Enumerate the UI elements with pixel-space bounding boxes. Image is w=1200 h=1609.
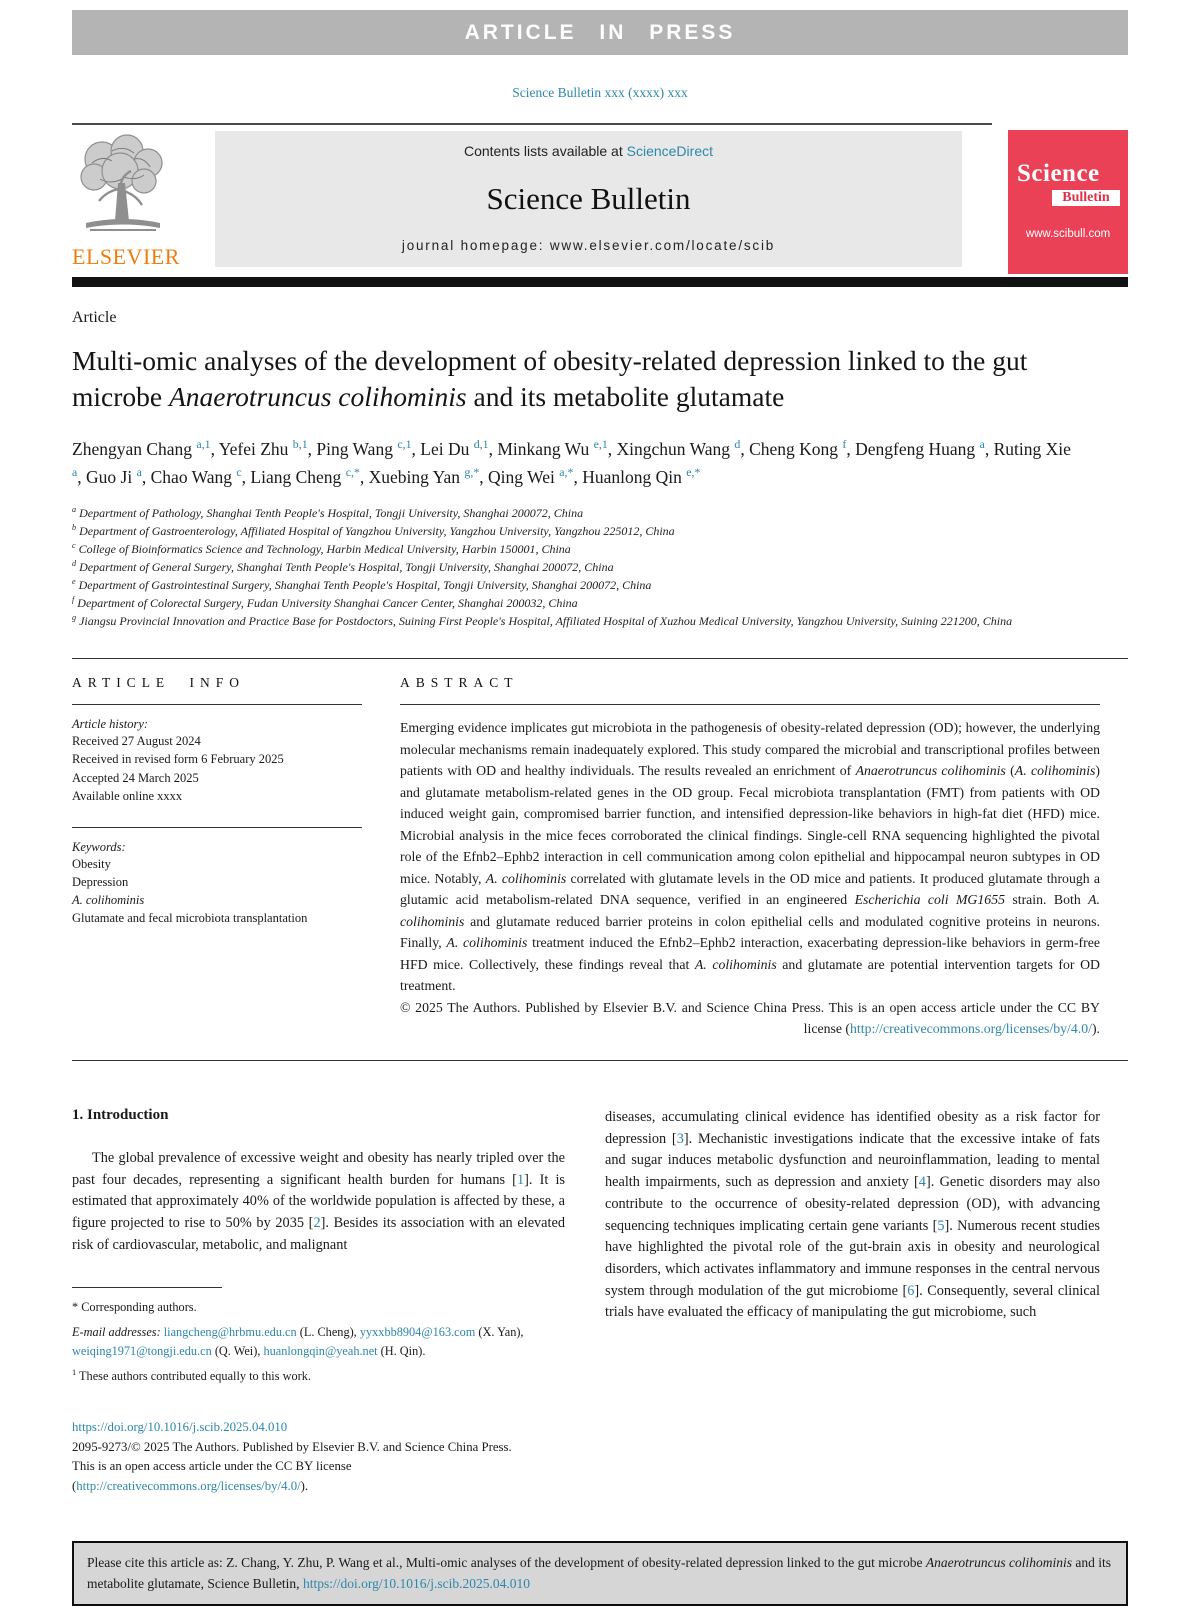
text-link[interactable]: d (734, 436, 741, 451)
affiliation-b: $^b$ Department of Gastroenterology, Affiliated Hospital of Yangzhou University, Yangzhou University, Yangzhou 225012, China (72, 523, 675, 539)
journal-masthead (72, 123, 1128, 275)
doi-link[interactable]: https://doi.org/10.1016/j.scib.2025.04.010 (72, 1419, 288, 1434)
journal-title: Science Bulletin (486, 180, 691, 216)
article-info-column (72, 659, 400, 1040)
text-link[interactable]: liangcheng@hrbmu.edu.cn (163, 1324, 297, 1339)
journal-homepage-link[interactable]: journal homepage: www.elsevier.com/locate/scib (401, 238, 776, 253)
footnote-rule (72, 1287, 222, 1288)
journal-header-box (215, 131, 962, 267)
text-link[interactable]: 4 (918, 1174, 926, 1191)
logo-science-text: Science (1017, 160, 1100, 187)
article-history-label: Article history: (72, 717, 149, 732)
affiliation-f: $^f$ Department of Colorectal Surgery, Fudan University Shanghai Cancer Center, Shanghai 200032, China (72, 595, 578, 611)
logo-url-text: www.scibull.com (1025, 228, 1111, 240)
text-link[interactable]: c,1 (397, 436, 412, 451)
contents-prefix: Contents lists available at (463, 143, 627, 159)
article-type-label: Article (72, 309, 117, 326)
keywords-label: Keywords: (72, 839, 126, 854)
abstract-heading: ABSTRACT (400, 675, 519, 691)
text-link[interactable]: 3 (676, 1130, 684, 1147)
contents-line (464, 143, 713, 159)
page (0, 10, 1200, 1609)
introduction-heading: 1. Introduction (72, 1106, 169, 1123)
author-list: Zhengyan Chang $^{a,1}$, Yefei Zhu $^{b,1}$, Ping Wang $^{c,1}$, Lei Du $^{d,1}$, Minkang Wu $^{e,1}$, Xingchun Wang $^d$, Cheng Kong $^f$, Dengfeng Huang $^a$, Ruting Xie $^a$, Guo Ji $^a$, Chao Wang $^c$, Liang Cheng $^{c,*}$, Xuebing Yan $^{g,*}$, Qing Wei $^{a,*}$, Huanlong Qin $^{e,*}$ (72, 436, 1071, 488)
rule (72, 1060, 1128, 1061)
text-link[interactable]: a (72, 465, 78, 480)
text-link[interactable]: 6 (907, 1282, 915, 1299)
issn-copyright-line: 2095-9273/© 2025 The Authors. Published by Elsevier B.V. and Science China Press. (72, 1439, 512, 1454)
text-link[interactable]: https://doi.org/10.1016/j.scib.2025.04.010 (302, 1576, 530, 1592)
license-line: This is an open access article under the CC BY license (http://creativecommons.org/licenses/by/4.0/). (72, 1459, 352, 1494)
masthead-top-rule (72, 123, 992, 125)
text-link[interactable]: http://creativecommons.org/licenses/by/4.0/ (850, 1021, 1092, 1037)
article-title: Multi-omic analyses of the development of obesity-related depression linked to the gut microbe Anaerotruncus colihominis and its metabolite glutamate (72, 345, 1028, 412)
equal-contribution-note: $^1$ These authors contributed equally to this work. (72, 1367, 311, 1383)
introduction-section (72, 1107, 1128, 1497)
abstract-text: Emerging evidence implicates gut microbiota in the pathogenesis of obesity-related depression (OD); however, the underlying molecular mechanisms remain inadequately explored. This study compared the microbial and transcriptional profiles between patients with OD and healthy individuals. The results revealed an enrichment of Anaerotruncus colihominis (A. colihominis) and glutamate metabolism-related genes in the OD group. Fecal microbiota transplantation (FMT) from patients with OD induced weight gain, compromised barrier function, and intensified depression-like behaviors in high-fat diet (HFD) mice. Microbial analysis in the mice feces corroborated the clinical findings. Single-cell RNA sequencing highlighted the pivotal role of the Efnb2–Ephb2 interaction in cell communication among colon epithelial and hippocampal neuron subtypes in OD mice. Notably, A. colihominis correlated with glutamate levels in the OD mice and patients. It produced glutamate through a glutamic acid metabolism-related DNA sequence, verified in an engineered Escherichia coli MG1655 strain. Both A. colihominis and glutamate reduced barrier proteins in colon epithelial cells and modulated cognitive proteins in neurons. Finally, A. colihominis treatment induced the Efnb2–Ephb2 interaction, exacerbating depression-like behaviors in germ-free HFD mice. Collectively, these findings reveal that A. colihominis and glutamate are potential intervention targets for OD treatment. (400, 720, 1101, 994)
affiliation-d: $^d$ Department of General Surgery, Shanghai Tenth People's Hospital, Tongji University, Shanghai 200072, China (72, 559, 614, 575)
journal-citation-link[interactable]: Science Bulletin xxx (xxxx) xxx (512, 85, 688, 100)
keyword: Obesity (72, 856, 111, 871)
keyword: Depression (72, 874, 129, 889)
text-link[interactable]: http://creativecommons.org/licenses/by/4.0/ (76, 1479, 301, 1494)
text-link[interactable]: a,1 (196, 436, 211, 451)
text-link[interactable]: b,1 (292, 436, 308, 451)
text-link[interactable]: f (842, 436, 847, 451)
doi-block (72, 1418, 565, 1497)
keyword: A. colihominis (72, 893, 145, 907)
text-link[interactable]: 5 (937, 1217, 945, 1234)
affiliations (72, 504, 1128, 630)
intro-paragraph-right: diseases, accumulating clinical evidence has identified obesity as a risk factor for depression [3]. Mechanistic investigations indicate that the excessive intake of fats and sugar induces metabolic dysfunction and neuroinflammation, leading to mental health impairments, such as depression and anxiety [4]. Genetic disorders may also contribute to the occurrence of obesity-related depression (OD), with advancing sequencing techniques implicating certain gene variants [5]. Numerous recent studies have highlighted the pivotal role of the gut-brain axis in obesity and neurological disorders, which activates inflammatory and immune responses in the central nervous system through modulation of the gut microbiome [6]. Consequently, several clinical trials have evaluated the efficacy of manipulating the gut microbiome, such (605, 1108, 1101, 1321)
info-abstract-section (72, 658, 1128, 1040)
text-link[interactable]: yyxxbb8904@163.com (359, 1324, 476, 1339)
keyword: Glutamate and fecal microbiota transplantation (72, 911, 308, 926)
article-in-press-banner: ARTICLE IN PRESS (72, 10, 1128, 55)
sciencedirect-link[interactable]: ScienceDirect (626, 143, 713, 159)
text-link[interactable]: g,* (464, 465, 480, 480)
text-link[interactable]: c,* (345, 465, 360, 480)
text-link[interactable]: a (136, 465, 142, 480)
elsevier-logo[interactable] (72, 133, 204, 270)
history-revised: Received in revised form 6 February 2025 (72, 752, 284, 767)
text-link[interactable]: a,* (559, 465, 574, 480)
history-online: Available online xxxx (72, 788, 183, 803)
header-divider-bar (72, 277, 1128, 287)
rule (400, 704, 1100, 705)
intro-right-column (605, 1107, 1100, 1497)
science-bulletin-cover-logo[interactable] (1008, 130, 1128, 274)
elsevier-tree-icon (72, 133, 172, 237)
corresponding-authors-note: * Corresponding authors. (72, 1299, 197, 1314)
text-link[interactable]: d,1 (473, 436, 489, 451)
citation-notice-box: Please cite this article as: Z. Chang, Y. Zhu, P. Wang et al., Multi-omic analyses of the development of obesity-related depression linked to the gut microbe Anaerotruncus colihominis and its metabolite glutamate, Science Bulletin, https://doi.org/10.1016/j.scib.2025.04.010 (72, 1541, 1128, 1606)
article-info-heading: ARTICLE INFO (72, 675, 246, 691)
history-accepted: Accepted 24 March 2025 (72, 770, 199, 785)
elsevier-wordmark: ELSEVIER (72, 244, 180, 269)
text-link[interactable]: a (979, 436, 985, 451)
rule (72, 704, 362, 705)
abstract-copyright: © 2025 The Authors. Published by Elsevier B.V. and Science China Press. This is an open access article under the CC BY license (http://creativecommons.org/licenses/by/4.0/). (400, 999, 1100, 1037)
history-received: Received 27 August 2024 (72, 734, 201, 749)
affiliation-c: $^c$ College of Bioinformatics Science and Technology, Harbin Medical University, Harbin 150001, China (72, 541, 571, 557)
affiliation-a: $^a$ Department of Pathology, Shanghai Tenth People's Hospital, Tongji University, Shanghai 200072, China (72, 505, 584, 521)
text-link[interactable]: 2 (313, 1215, 321, 1232)
text-link[interactable]: c (236, 465, 242, 480)
rule (72, 827, 362, 828)
email-addresses-note: E-mail addresses: liangcheng@hrbmu.edu.cn (L. Cheng), yyxxbb8904@163.com (X. Yan), weiqing1971@tongji.edu.cn (Q. Wei), huanlongqin@yeah.net (H. Qin). (72, 1324, 524, 1358)
intro-paragraph-left: The global prevalence of excessive weight and obesity has nearly tripled over the past four decades, representing a significant health burden for humans [1]. It is estimated that approximately 40% of the worldwide population is affected by these, a figure projected to rise to 50% by 2035 [2]. Besides its association with an elevated risk of cardiovascular, metabolic, and malignant (72, 1149, 565, 1253)
affiliation-g: $^g$ Jiangsu Provincial Innovation and Practice Base for Postdoctors, Suining First People's Hospital, Affiliated Hospital of Xuzhou Medical University, Yangzhou University, Suining 221200, China (72, 613, 1013, 629)
logo-bulletin-text: Bulletin (1052, 190, 1120, 206)
abstract-column (400, 659, 1100, 1040)
intro-left-column (72, 1107, 565, 1497)
column-gap (565, 1107, 605, 1497)
text-link[interactable]: huanlongqin@yeah.net (263, 1343, 378, 1358)
text-link[interactable]: e,1 (593, 436, 608, 451)
text-link[interactable]: e,* (686, 465, 701, 480)
text-link[interactable]: weiqing1971@tongji.edu.cn (72, 1343, 212, 1358)
affiliation-e: $^e$ Department of Gastrointestinal Surgery, Shanghai Tenth People's Hospital, Tongji University, Shanghai 200072, China (72, 577, 652, 593)
text-link[interactable]: 1 (516, 1171, 525, 1188)
